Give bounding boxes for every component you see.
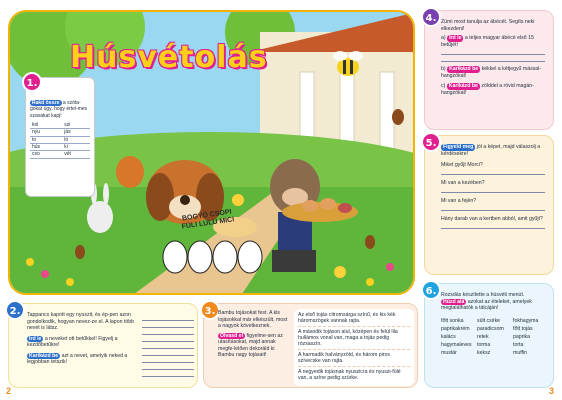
table-row [30, 151, 90, 158]
question-block [441, 162, 545, 175]
instruction-pill: Karikázd be [29, 352, 59, 359]
list-item[interactable]: mustár [441, 349, 457, 356]
egg-instructions-list [294, 309, 414, 386]
instruction-pill: Rakd össze [32, 100, 60, 106]
table-row [30, 143, 90, 150]
syllable-cell: hús [30, 143, 62, 150]
list-item[interactable]: főtt tojás [513, 325, 533, 332]
list-item[interactable]: torma [477, 341, 491, 348]
syllable-cell: jás [62, 129, 90, 136]
part-label: c) [441, 83, 446, 89]
task-2-part-b [27, 353, 137, 366]
task-1-instruction [30, 100, 90, 119]
answer-line[interactable] [441, 205, 545, 211]
instruction-text: kékkel a kétjegyű mással-hangzókat! [441, 66, 542, 79]
syllable-cell: ló [62, 136, 90, 143]
table-row [30, 136, 90, 143]
instruction-text: a teljes magyar ábécé első 15 betűjét! [441, 35, 534, 48]
table-row [30, 129, 90, 136]
instruction-pill: Írd le [449, 35, 462, 41]
answer-line[interactable] [441, 49, 545, 55]
syllable-cell: szi [62, 122, 90, 129]
list-item[interactable]: paradicsom [477, 325, 504, 332]
instruction-pill: Olvasd el [220, 332, 244, 339]
answer-line[interactable] [441, 223, 545, 229]
task-number-badge: 1. [22, 72, 42, 92]
list-item: A második tojáson alul, középen és felül lila hullámos vonal van, maga a tojás pedig rózsaszín. [298, 329, 410, 350]
question-text: Mi van a kezében? [441, 180, 485, 186]
task-3-instruction [218, 333, 290, 359]
instruction-text: a neveket ott betűkkel! Figyelj a kezdőbetűkre! [27, 335, 118, 348]
list-item[interactable]: fokhagyma [513, 317, 539, 324]
list-item[interactable]: muffin [513, 349, 528, 356]
answer-line[interactable] [142, 371, 194, 377]
list-item[interactable]: hagymaleves [441, 341, 472, 348]
answer-line[interactable] [142, 322, 194, 328]
list-item[interactable]: kalács [441, 333, 456, 340]
instruction-text: jól a képet, majd válaszolj a kérdésekre! [441, 144, 541, 157]
task-4-part-a [441, 35, 545, 48]
list-item[interactable]: paprikakrém [441, 325, 470, 332]
list-item[interactable]: paprika [513, 333, 531, 340]
task-6-instruction [441, 292, 545, 312]
answer-line[interactable] [142, 336, 194, 342]
task-3-card [203, 303, 418, 388]
question-block [441, 198, 545, 211]
answer-line[interactable] [441, 56, 545, 62]
instruction-pill: Húzd alá [443, 298, 465, 305]
answer-line[interactable] [441, 187, 545, 193]
name-letters-text: BOGYÓ CSOPI FÜLI LULU MICI [181, 208, 235, 231]
task-number-badge: 4. [421, 7, 441, 27]
task-number-badge: 6. [421, 280, 441, 300]
easter-illustration [8, 10, 415, 295]
instruction-text: figyelme-sen az utasításokat, majd annak megfe-lelően dekoráld ki Bambu nagy tojásait! [218, 332, 283, 358]
instruction-text: zölddel a rövid magán-hangzókat! [441, 83, 534, 96]
task-6-card [424, 283, 554, 388]
question-block [441, 180, 545, 193]
answer-line[interactable] [142, 315, 194, 321]
answer-line[interactable] [142, 343, 194, 349]
question-block [441, 216, 545, 229]
task-3-text [218, 310, 290, 359]
list-item: Az első tojás citromsárga színű, és kis kék háromszögek vannak rajta. [298, 312, 410, 327]
task-2-card [8, 303, 198, 388]
instruction-text: Bambu tojásokat fest. A kis tojásokkal már elkészült, most a nagyok következnek. [218, 310, 288, 329]
syllable-cell: cso [30, 151, 62, 158]
syllable-cell: nyu [30, 129, 62, 136]
question-text: Hány darab van a kertben abból, amit gyűjt? [441, 216, 543, 222]
task-4-part-b [441, 66, 545, 79]
list-item[interactable]: keksz [477, 349, 491, 356]
task-2-part-a [27, 336, 137, 349]
instruction-text: a szóta-gokat úgy, hogy értel-mes szavakat kapj! [30, 100, 88, 119]
task-5-instruction [441, 144, 545, 157]
page-title: Húsvétolás [70, 40, 268, 75]
answer-line[interactable] [142, 357, 194, 363]
question-text: Mi van a fején? [441, 198, 477, 204]
instruction-pill: Írd le [29, 335, 42, 342]
instruction-pill: Karikázd be [448, 83, 478, 89]
page-number-left: 2 [6, 386, 12, 396]
list-item[interactable]: torta [513, 341, 524, 348]
list-item[interactable]: sült csirke [477, 317, 501, 324]
part-label: b) [441, 66, 446, 72]
task-4-card [424, 10, 554, 130]
syllable-cell: to [30, 136, 62, 143]
task-2-text [27, 312, 137, 366]
question-text: Miket gyűjt Morci? [441, 162, 483, 168]
task-4-intro: Zümi most tanulja az ábécét. Segíts neki elkezdeni! [441, 19, 535, 32]
answer-line[interactable] [441, 169, 545, 175]
list-item[interactable]: retek [477, 333, 489, 340]
answer-lines [142, 314, 194, 377]
syllable-table [30, 122, 90, 159]
instruction-text: Tappancs kapott egy nyuszit, és ép-pen azon gondolkodik, hogyan nevez-ze el. A lapon több nevet is látsz. [27, 312, 134, 331]
syllable-cell: kol [30, 122, 62, 129]
syllable-cell: vét [62, 151, 90, 158]
answer-line[interactable] [142, 364, 194, 370]
answer-line[interactable] [142, 329, 194, 335]
instruction-pill: Figyeld meg [443, 144, 474, 150]
task-1-card [25, 77, 95, 197]
part-label: a) [441, 35, 446, 41]
task-number-badge: 2. [5, 300, 25, 320]
instruction-text: azt a nevet, amelyik neked a legjobban tetszik! [27, 352, 128, 365]
table-row [30, 122, 90, 129]
food-list [441, 318, 545, 356]
instruction-pill: Karikázd be [449, 66, 479, 72]
instruction-text: Rozsdás készítette a húsvéti menüt. [441, 292, 525, 298]
answer-line[interactable] [142, 350, 194, 356]
instruction-text: azokat az ételeket, amelyek megtalálhatók a tálcáján! [441, 298, 532, 311]
syllable-cell: ki [62, 143, 90, 150]
list-item: A negyedik tojásnak nyuszicra és nyuszi-fülé van, a színe pedig szürke. [298, 369, 401, 381]
task-number-badge: 3. [200, 300, 220, 320]
list-item[interactable]: főtt sonka [441, 317, 464, 324]
task-number-badge: 5. [421, 132, 441, 152]
list-item: A harmadik halványzöld, és három piros szívecske van rajta. [298, 352, 410, 367]
task-4-part-c [441, 83, 545, 96]
page-number-right: 3 [548, 386, 554, 396]
task-5-card [424, 135, 554, 275]
